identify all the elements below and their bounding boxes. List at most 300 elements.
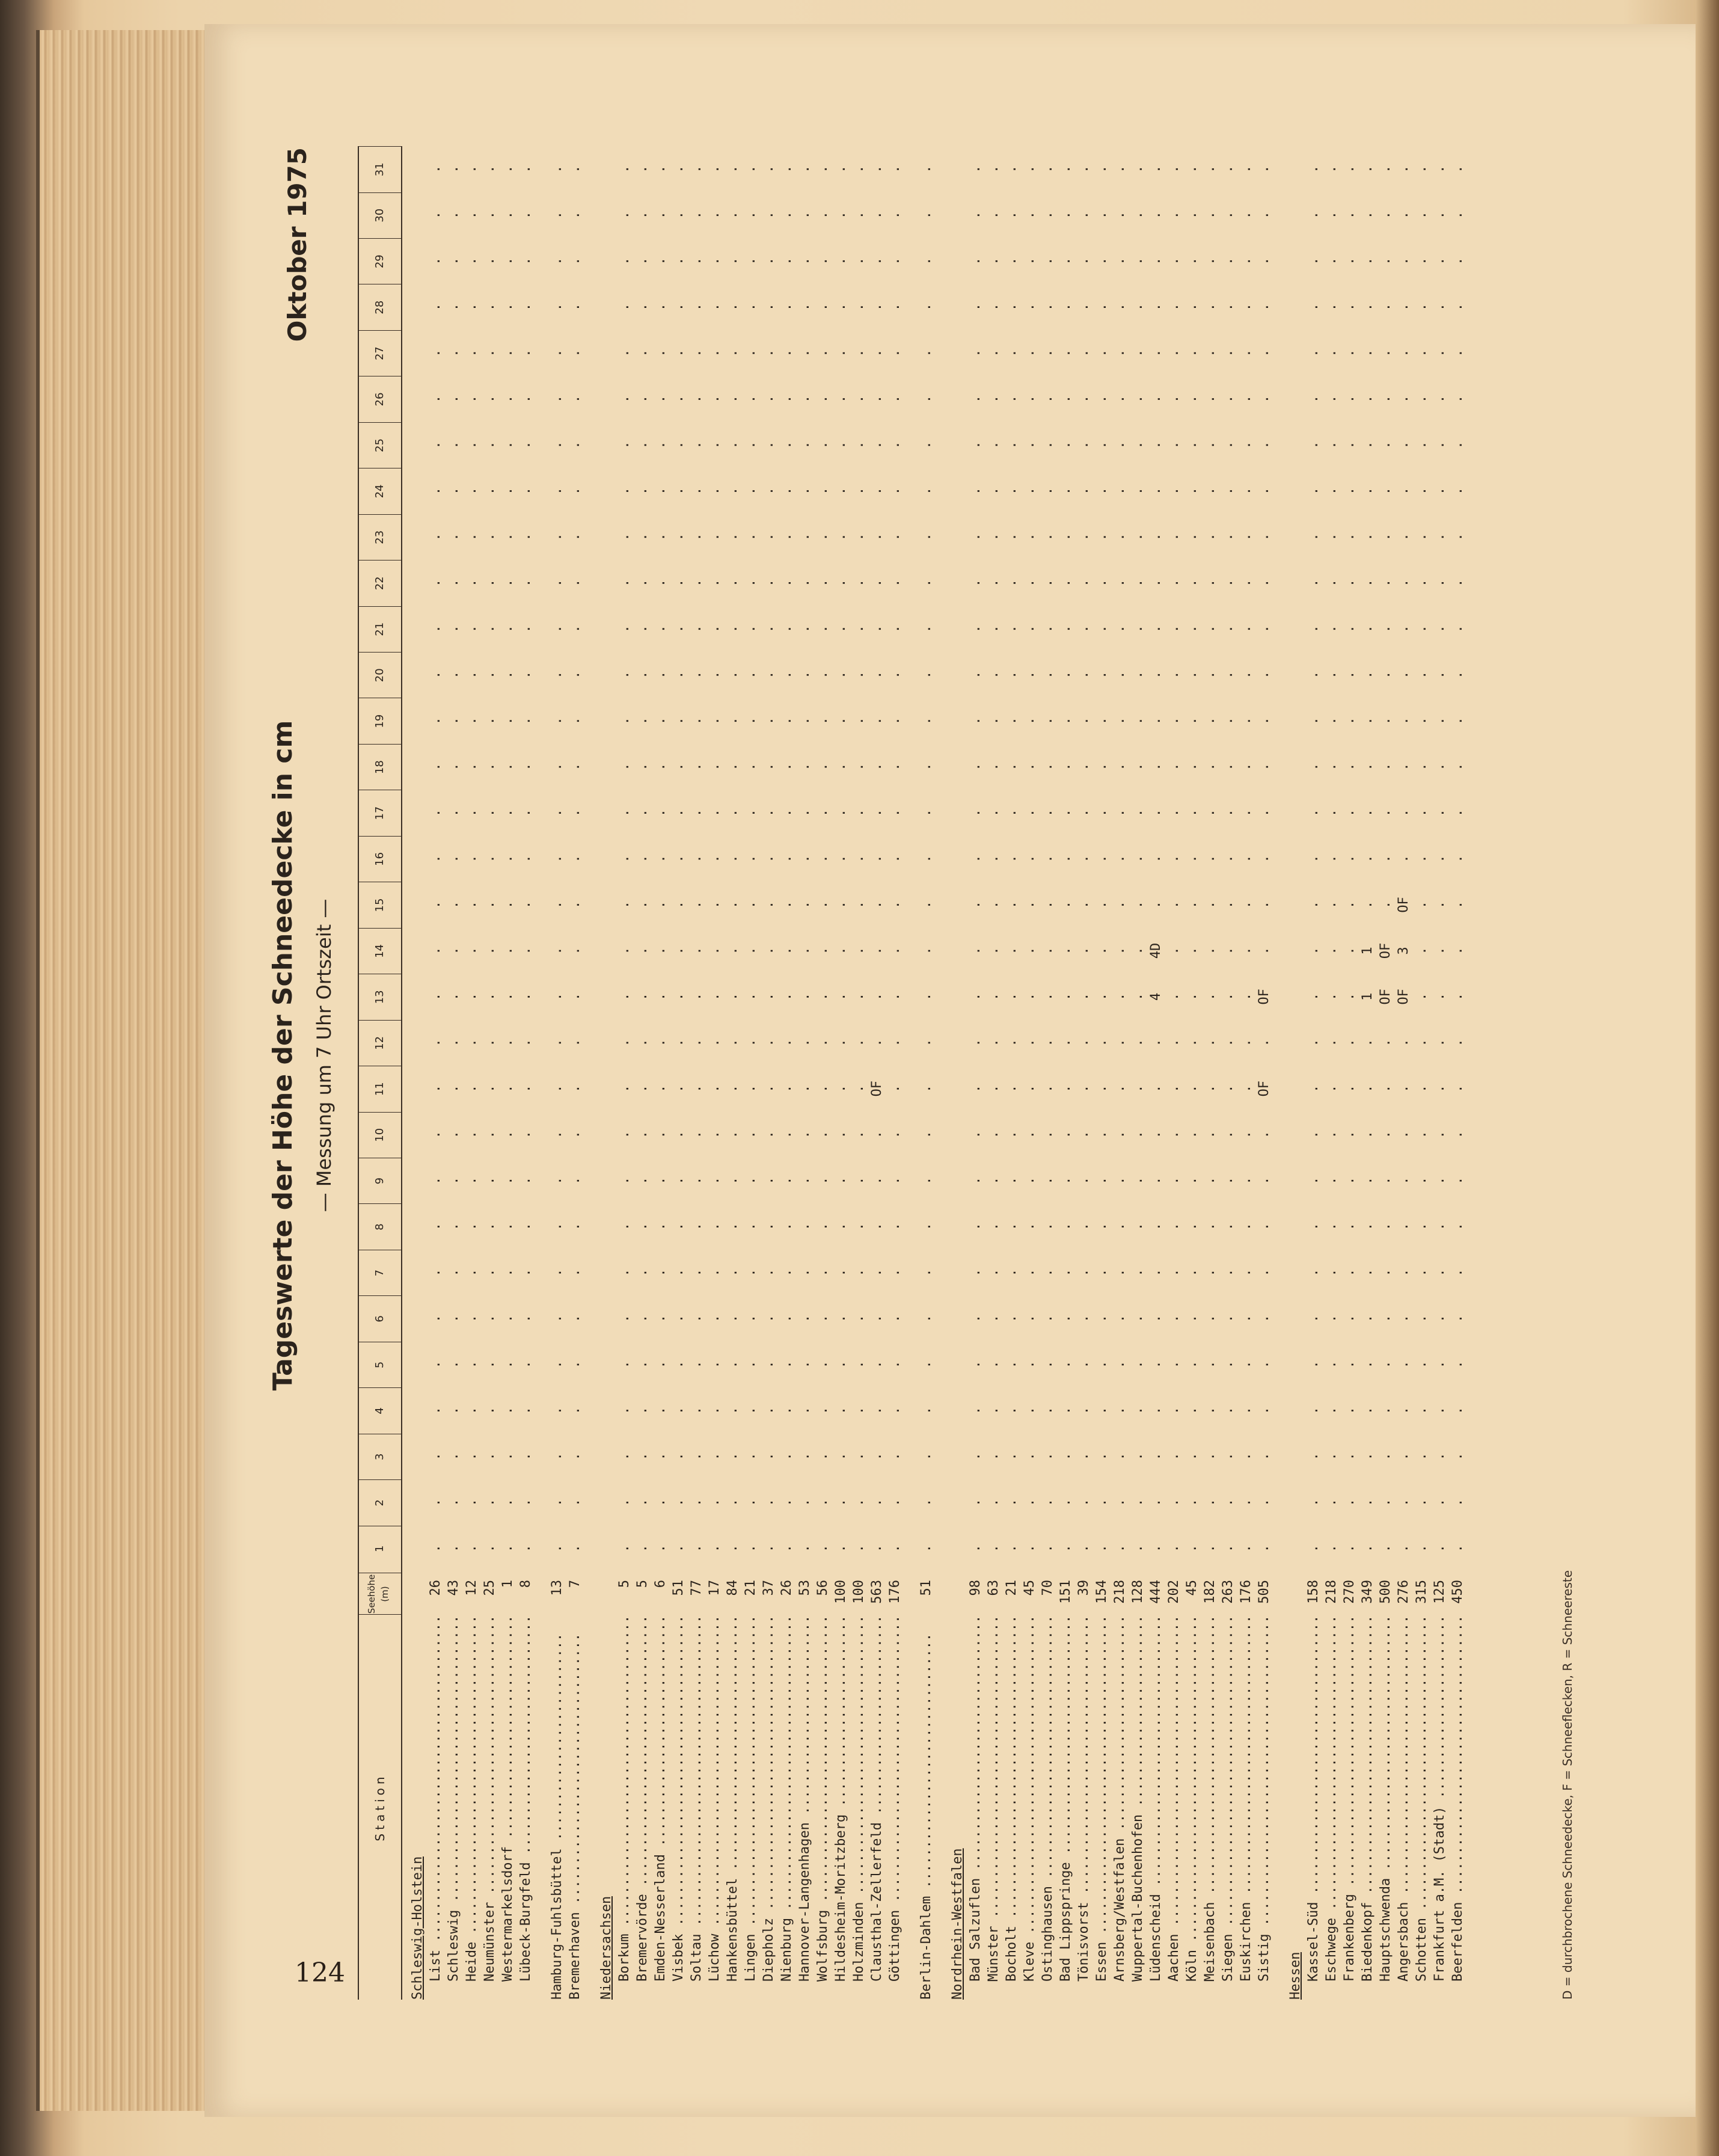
no-snow-dot: . xyxy=(707,855,722,863)
day-cells xyxy=(1377,146,1395,1571)
no-snow-dot: . xyxy=(1004,1084,1019,1093)
no-snow-dot: . xyxy=(1378,303,1393,312)
header-day: 25 xyxy=(359,422,401,468)
no-snow-dot: . xyxy=(1342,1406,1357,1415)
no-snow-dot: . xyxy=(1184,1268,1200,1277)
no-snow-dot: . xyxy=(887,717,902,725)
no-snow-dot: . xyxy=(851,1498,866,1506)
no-snow-dot: . xyxy=(1148,625,1163,633)
no-snow-dot: . xyxy=(1184,900,1200,909)
no-snow-dot: . xyxy=(986,808,1001,817)
no-snow-dot: . xyxy=(725,257,740,265)
no-snow-dot: . xyxy=(464,1314,479,1323)
no-snow-dot: . xyxy=(550,992,565,1001)
station-elevation: 563 xyxy=(869,1580,884,1604)
no-snow-dot: . xyxy=(986,947,1001,955)
no-snow-dot: . xyxy=(1221,717,1236,725)
no-snow-dot: . xyxy=(550,395,565,404)
station-elevation: 7 xyxy=(568,1580,583,1588)
no-snow-dot: . xyxy=(833,1360,848,1369)
no-snow-dot: . xyxy=(1342,1084,1357,1093)
no-snow-dot: . xyxy=(1022,808,1037,817)
no-snow-dot: . xyxy=(464,717,479,725)
no-snow-dot: . xyxy=(986,1406,1001,1415)
no-snow-dot: . xyxy=(1166,533,1181,541)
no-snow-dot: . xyxy=(1166,671,1181,679)
no-snow-dot: . xyxy=(1342,625,1357,633)
no-snow-dot: . xyxy=(500,1223,515,1231)
no-snow-dot: . xyxy=(1203,763,1218,771)
no-snow-dot: . xyxy=(725,808,740,817)
no-snow-dot: . xyxy=(986,165,1001,173)
no-snow-dot: . xyxy=(1342,671,1357,679)
no-snow-dot: . xyxy=(887,349,902,357)
no-snow-dot: . xyxy=(1306,441,1321,449)
no-snow-dot: . xyxy=(446,855,461,863)
no-snow-dot: . xyxy=(1166,1544,1181,1553)
no-snow-dot: . xyxy=(1360,763,1375,771)
no-snow-dot: . xyxy=(464,1223,479,1231)
no-snow-dot: . xyxy=(482,1314,497,1323)
no-snow-dot: . xyxy=(851,165,866,173)
no-snow-dot: . xyxy=(725,1406,740,1415)
no-snow-dot: . xyxy=(869,625,884,633)
no-snow-dot: . xyxy=(1360,211,1375,220)
day-cells xyxy=(868,146,886,1571)
no-snow-dot: . xyxy=(1432,1039,1447,1047)
no-snow-dot: . xyxy=(1203,992,1218,1001)
no-snow-dot: . xyxy=(761,625,776,633)
no-snow-dot: . xyxy=(743,579,758,587)
header-day: 28 xyxy=(359,284,401,330)
no-snow-dot: . xyxy=(1148,1498,1163,1506)
no-snow-dot: . xyxy=(1414,625,1429,633)
no-snow-dot: . xyxy=(428,395,443,404)
no-snow-dot: . xyxy=(1004,257,1019,265)
no-snow-dot: . xyxy=(1184,1406,1200,1415)
header-day: 8 xyxy=(359,1203,401,1249)
no-snow-dot: . xyxy=(986,1360,1001,1369)
no-snow-dot: . xyxy=(1058,1039,1073,1047)
no-snow-dot: . xyxy=(1203,671,1218,679)
no-snow-dot: . xyxy=(887,855,902,863)
no-snow-dot: . xyxy=(464,1406,479,1415)
no-snow-dot: . xyxy=(1076,1406,1091,1415)
no-snow-dot: . xyxy=(779,763,794,771)
no-snow-dot: . xyxy=(568,165,583,173)
no-snow-dot: . xyxy=(1166,165,1181,173)
no-snow-dot: . xyxy=(653,1498,668,1506)
no-snow-dot: . xyxy=(428,671,443,679)
no-snow-dot: . xyxy=(986,1131,1001,1139)
no-snow-dot: . xyxy=(1257,855,1272,863)
no-snow-dot: . xyxy=(833,579,848,587)
no-snow-dot: . xyxy=(1306,625,1321,633)
no-snow-dot: . xyxy=(833,1268,848,1277)
no-snow-dot: . xyxy=(851,717,866,725)
no-snow-dot: . xyxy=(1414,395,1429,404)
no-snow-dot: . xyxy=(1257,1406,1272,1415)
no-snow-dot: . xyxy=(869,763,884,771)
no-snow-dot: . xyxy=(1414,303,1429,312)
no-snow-dot: . xyxy=(1166,717,1181,725)
station-name: Schotten ..... xyxy=(1413,1615,1431,1982)
no-snow-dot: . xyxy=(1414,900,1429,909)
no-snow-dot: . xyxy=(617,717,632,725)
no-snow-dot: . xyxy=(671,487,686,496)
no-snow-dot: . xyxy=(1022,349,1037,357)
no-snow-dot: . xyxy=(779,947,794,955)
no-snow-dot: . xyxy=(1040,1268,1055,1277)
no-snow-dot: . xyxy=(779,487,794,496)
no-snow-dot: . xyxy=(568,900,583,909)
no-snow-dot: . xyxy=(815,625,830,633)
no-snow-dot: . xyxy=(482,165,497,173)
no-snow-dot: . xyxy=(671,1039,686,1047)
no-snow-dot: . xyxy=(1360,303,1375,312)
no-snow-dot: . xyxy=(1166,992,1181,1001)
station-name: Lüdenscheid ..... xyxy=(1147,1615,1165,1982)
no-snow-dot: . xyxy=(1221,1360,1236,1369)
no-snow-dot: . xyxy=(725,533,740,541)
no-snow-dot: . xyxy=(1306,1084,1321,1093)
snow-value: 1 xyxy=(1360,947,1375,955)
no-snow-dot: . xyxy=(1432,1223,1447,1231)
no-snow-dot: . xyxy=(635,533,650,541)
no-snow-dot: . xyxy=(1324,900,1339,909)
no-snow-dot: . xyxy=(464,395,479,404)
header-day: 16 xyxy=(359,836,401,882)
no-snow-dot: . xyxy=(1432,763,1447,771)
no-snow-dot: . xyxy=(986,1268,1001,1277)
no-snow-dot: . xyxy=(1306,1452,1321,1461)
no-snow-dot: . xyxy=(1306,1131,1321,1139)
no-snow-dot: . xyxy=(1094,349,1109,357)
no-snow-dot: . xyxy=(500,717,515,725)
station-elevation: 56 xyxy=(815,1580,830,1596)
no-snow-dot: . xyxy=(617,947,632,955)
no-snow-dot: . xyxy=(1004,211,1019,220)
no-snow-dot: . xyxy=(707,257,722,265)
no-snow-dot: . xyxy=(743,165,758,173)
no-snow-dot: . xyxy=(1257,1498,1272,1506)
station-elevation: 26 xyxy=(779,1580,794,1596)
no-snow-dot: . xyxy=(1221,487,1236,496)
no-snow-dot: . xyxy=(1378,1452,1393,1461)
day-cells xyxy=(1003,146,1021,1571)
no-snow-dot: . xyxy=(635,1223,650,1231)
no-snow-dot: . xyxy=(968,165,983,173)
station-elevation: 17 xyxy=(707,1580,722,1596)
no-snow-dot: . xyxy=(1184,855,1200,863)
no-snow-dot: . xyxy=(1221,349,1236,357)
no-snow-dot: . xyxy=(1148,165,1163,173)
station-name: Essen ..... xyxy=(1093,1615,1111,1982)
no-snow-dot: . xyxy=(617,165,632,173)
no-snow-dot: . xyxy=(1022,1039,1037,1047)
station-name: Biedenkopf ..... xyxy=(1359,1615,1377,1982)
no-snow-dot: . xyxy=(1342,1039,1357,1047)
no-snow-dot: . xyxy=(1360,855,1375,863)
no-snow-dot: . xyxy=(1396,211,1411,220)
no-snow-dot: . xyxy=(1184,1223,1200,1231)
no-snow-dot: . xyxy=(833,947,848,955)
no-snow-dot: . xyxy=(689,992,704,1001)
no-snow-dot: . xyxy=(1166,1084,1181,1093)
no-snow-dot: . xyxy=(1112,1084,1127,1093)
no-snow-dot: . xyxy=(919,1498,934,1506)
no-snow-dot: . xyxy=(1166,808,1181,817)
no-snow-dot: . xyxy=(986,671,1001,679)
station-name: Ostinghausen ..... xyxy=(1039,1615,1057,1982)
station-name: Bad Lippspringe ..... xyxy=(1057,1615,1075,1982)
no-snow-dot: . xyxy=(671,1131,686,1139)
station-elevation: 128 xyxy=(1130,1580,1145,1604)
no-snow-dot: . xyxy=(1324,1268,1339,1277)
no-snow-dot: . xyxy=(1166,1314,1181,1323)
no-snow-dot: . xyxy=(851,1176,866,1185)
no-snow-dot: . xyxy=(743,763,758,771)
no-snow-dot: . xyxy=(428,1314,443,1323)
no-snow-dot: . xyxy=(568,1223,583,1231)
day-cells xyxy=(445,146,463,1571)
no-snow-dot: . xyxy=(779,992,794,1001)
snow-value: 4D xyxy=(1148,942,1163,959)
no-snow-dot: . xyxy=(1040,992,1055,1001)
no-snow-dot: . xyxy=(779,1084,794,1093)
snow-value: OF xyxy=(1257,1081,1272,1097)
no-snow-dot: . xyxy=(689,165,704,173)
no-snow-dot: . xyxy=(707,533,722,541)
no-snow-dot: . xyxy=(851,1452,866,1461)
station-name: Beerfelden ..... xyxy=(1449,1615,1467,1982)
no-snow-dot: . xyxy=(725,1084,740,1093)
day-cells xyxy=(1201,146,1219,1571)
no-snow-dot: . xyxy=(518,1360,533,1369)
no-snow-dot: . xyxy=(1257,349,1272,357)
header-day: 31 xyxy=(359,146,401,192)
no-snow-dot: . xyxy=(1203,1223,1218,1231)
no-snow-dot: . xyxy=(500,947,515,955)
station-elevation: 218 xyxy=(1112,1580,1127,1604)
no-snow-dot: . xyxy=(1378,717,1393,725)
station-elevation: 13 xyxy=(550,1580,565,1596)
no-snow-dot: . xyxy=(968,1039,983,1047)
no-snow-dot: . xyxy=(1257,1176,1272,1185)
station-elevation: 5 xyxy=(617,1580,632,1588)
region-name: Schleswig-Holstein xyxy=(410,1856,425,2000)
no-snow-dot: . xyxy=(568,303,583,312)
no-snow-dot: . xyxy=(1040,855,1055,863)
no-snow-dot: . xyxy=(779,671,794,679)
no-snow-dot: . xyxy=(1184,1176,1200,1185)
no-snow-dot: . xyxy=(919,579,934,587)
no-snow-dot: . xyxy=(815,441,830,449)
no-snow-dot: . xyxy=(1450,211,1465,220)
no-snow-dot: . xyxy=(815,395,830,404)
no-snow-dot: . xyxy=(1414,1360,1429,1369)
no-snow-dot: . xyxy=(1004,1314,1019,1323)
no-snow-dot: . xyxy=(1306,992,1321,1001)
no-snow-dot: . xyxy=(1130,1498,1145,1506)
no-snow-dot: . xyxy=(568,395,583,404)
no-snow-dot: . xyxy=(568,625,583,633)
snow-value: OF xyxy=(869,1081,884,1097)
no-snow-dot: . xyxy=(1342,992,1357,1001)
no-snow-dot: . xyxy=(1239,303,1254,312)
no-snow-dot: . xyxy=(1130,441,1145,449)
no-snow-dot: . xyxy=(851,303,866,312)
no-snow-dot: . xyxy=(635,1544,650,1553)
no-snow-dot: . xyxy=(550,763,565,771)
no-snow-dot: . xyxy=(986,1176,1001,1185)
no-snow-dot: . xyxy=(815,808,830,817)
no-snow-dot: . xyxy=(1378,211,1393,220)
station-elevation: 84 xyxy=(725,1580,740,1596)
no-snow-dot: . xyxy=(635,625,650,633)
no-snow-dot: . xyxy=(1058,487,1073,496)
station-name: Tönisvorst ..... xyxy=(1075,1615,1093,1982)
no-snow-dot: . xyxy=(446,1223,461,1231)
no-snow-dot: . xyxy=(797,579,812,587)
no-snow-dot: . xyxy=(1396,1314,1411,1323)
no-snow-dot: . xyxy=(743,855,758,863)
no-snow-dot: . xyxy=(1058,717,1073,725)
no-snow-dot: . xyxy=(1184,947,1200,955)
no-snow-dot: . xyxy=(707,1039,722,1047)
station-elevation: 63 xyxy=(986,1580,1001,1596)
no-snow-dot: . xyxy=(707,1544,722,1553)
no-snow-dot: . xyxy=(1004,487,1019,496)
no-snow-dot: . xyxy=(1076,992,1091,1001)
no-snow-dot: . xyxy=(1112,855,1127,863)
day-cells xyxy=(481,146,499,1571)
no-snow-dot: . xyxy=(1112,1498,1127,1506)
no-snow-dot: . xyxy=(1378,763,1393,771)
no-snow-dot: . xyxy=(635,395,650,404)
no-snow-dot: . xyxy=(1076,855,1091,863)
no-snow-dot: . xyxy=(1239,808,1254,817)
no-snow-dot: . xyxy=(743,257,758,265)
no-snow-dot: . xyxy=(1112,303,1127,312)
no-snow-dot: . xyxy=(725,395,740,404)
no-snow-dot: . xyxy=(1306,900,1321,909)
no-snow-dot: . xyxy=(550,671,565,679)
no-snow-dot: . xyxy=(1022,671,1037,679)
no-snow-dot: . xyxy=(482,763,497,771)
no-snow-dot: . xyxy=(833,1314,848,1323)
no-snow-dot: . xyxy=(968,579,983,587)
no-snow-dot: . xyxy=(725,165,740,173)
day-cells xyxy=(742,146,760,1571)
no-snow-dot: . xyxy=(1148,763,1163,771)
no-snow-dot: . xyxy=(1257,947,1272,955)
no-snow-dot: . xyxy=(887,992,902,1001)
no-snow-dot: . xyxy=(1396,1223,1411,1231)
no-snow-dot: . xyxy=(1112,1544,1127,1553)
no-snow-dot: . xyxy=(1414,1314,1429,1323)
no-snow-dot: . xyxy=(1203,1498,1218,1506)
no-snow-dot: . xyxy=(1058,579,1073,587)
no-snow-dot: . xyxy=(1342,395,1357,404)
snow-value: 4 xyxy=(1148,992,1163,1001)
no-snow-dot: . xyxy=(1166,579,1181,587)
no-snow-dot: . xyxy=(725,441,740,449)
no-snow-dot: . xyxy=(1203,1131,1218,1139)
no-snow-dot: . xyxy=(833,1406,848,1415)
snow-value: OF xyxy=(1396,989,1411,1005)
no-snow-dot: . xyxy=(1257,1039,1272,1047)
no-snow-dot: . xyxy=(919,1084,934,1093)
no-snow-dot: . xyxy=(1040,533,1055,541)
no-snow-dot: . xyxy=(689,1176,704,1185)
no-snow-dot: . xyxy=(761,1268,776,1277)
no-snow-dot: . xyxy=(869,1452,884,1461)
no-snow-dot: . xyxy=(671,947,686,955)
no-snow-dot: . xyxy=(815,947,830,955)
station-elevation: 154 xyxy=(1094,1580,1109,1604)
no-snow-dot: . xyxy=(635,671,650,679)
station-elevation: 8 xyxy=(518,1580,533,1588)
no-snow-dot: . xyxy=(707,1084,722,1093)
no-snow-dot: . xyxy=(1450,487,1465,496)
no-snow-dot: . xyxy=(1166,855,1181,863)
no-snow-dot: . xyxy=(1130,257,1145,265)
no-snow-dot: . xyxy=(1058,671,1073,679)
no-snow-dot: . xyxy=(464,1084,479,1093)
no-snow-dot: . xyxy=(689,349,704,357)
no-snow-dot: . xyxy=(968,625,983,633)
no-snow-dot: . xyxy=(1324,763,1339,771)
station-name: Holzminden ..... xyxy=(850,1615,868,1982)
day-cells xyxy=(1147,146,1165,1571)
no-snow-dot: . xyxy=(1130,1039,1145,1047)
no-snow-dot: . xyxy=(568,855,583,863)
no-snow-dot: . xyxy=(428,533,443,541)
no-snow-dot: . xyxy=(1148,487,1163,496)
no-snow-dot: . xyxy=(568,763,583,771)
no-snow-dot: . xyxy=(1094,625,1109,633)
no-snow-dot: . xyxy=(743,1084,758,1093)
no-snow-dot: . xyxy=(1432,1452,1447,1461)
no-snow-dot: . xyxy=(797,1223,812,1231)
region-name: Niedersachsen xyxy=(599,1896,614,2000)
no-snow-dot: . xyxy=(1094,763,1109,771)
no-snow-dot: . xyxy=(550,1406,565,1415)
no-snow-dot: . xyxy=(779,395,794,404)
no-snow-dot: . xyxy=(1130,1131,1145,1139)
no-snow-dot: . xyxy=(1022,1268,1037,1277)
no-snow-dot: . xyxy=(1360,487,1375,496)
no-snow-dot: . xyxy=(568,1084,583,1093)
no-snow-dot: . xyxy=(1450,947,1465,955)
no-snow-dot: . xyxy=(1450,1039,1465,1047)
no-snow-dot: . xyxy=(1184,579,1200,587)
no-snow-dot: . xyxy=(1022,717,1037,725)
station-elevation: 276 xyxy=(1396,1580,1411,1604)
no-snow-dot: . xyxy=(617,211,632,220)
no-snow-dot: . xyxy=(428,992,443,1001)
no-snow-dot: . xyxy=(1112,808,1127,817)
no-snow-dot: . xyxy=(797,211,812,220)
no-snow-dot: . xyxy=(1414,349,1429,357)
no-snow-dot: . xyxy=(1450,1223,1465,1231)
no-snow-dot: . xyxy=(1094,303,1109,312)
no-snow-dot: . xyxy=(887,900,902,909)
no-snow-dot: . xyxy=(815,257,830,265)
no-snow-dot: . xyxy=(464,855,479,863)
no-snow-dot: . xyxy=(986,487,1001,496)
